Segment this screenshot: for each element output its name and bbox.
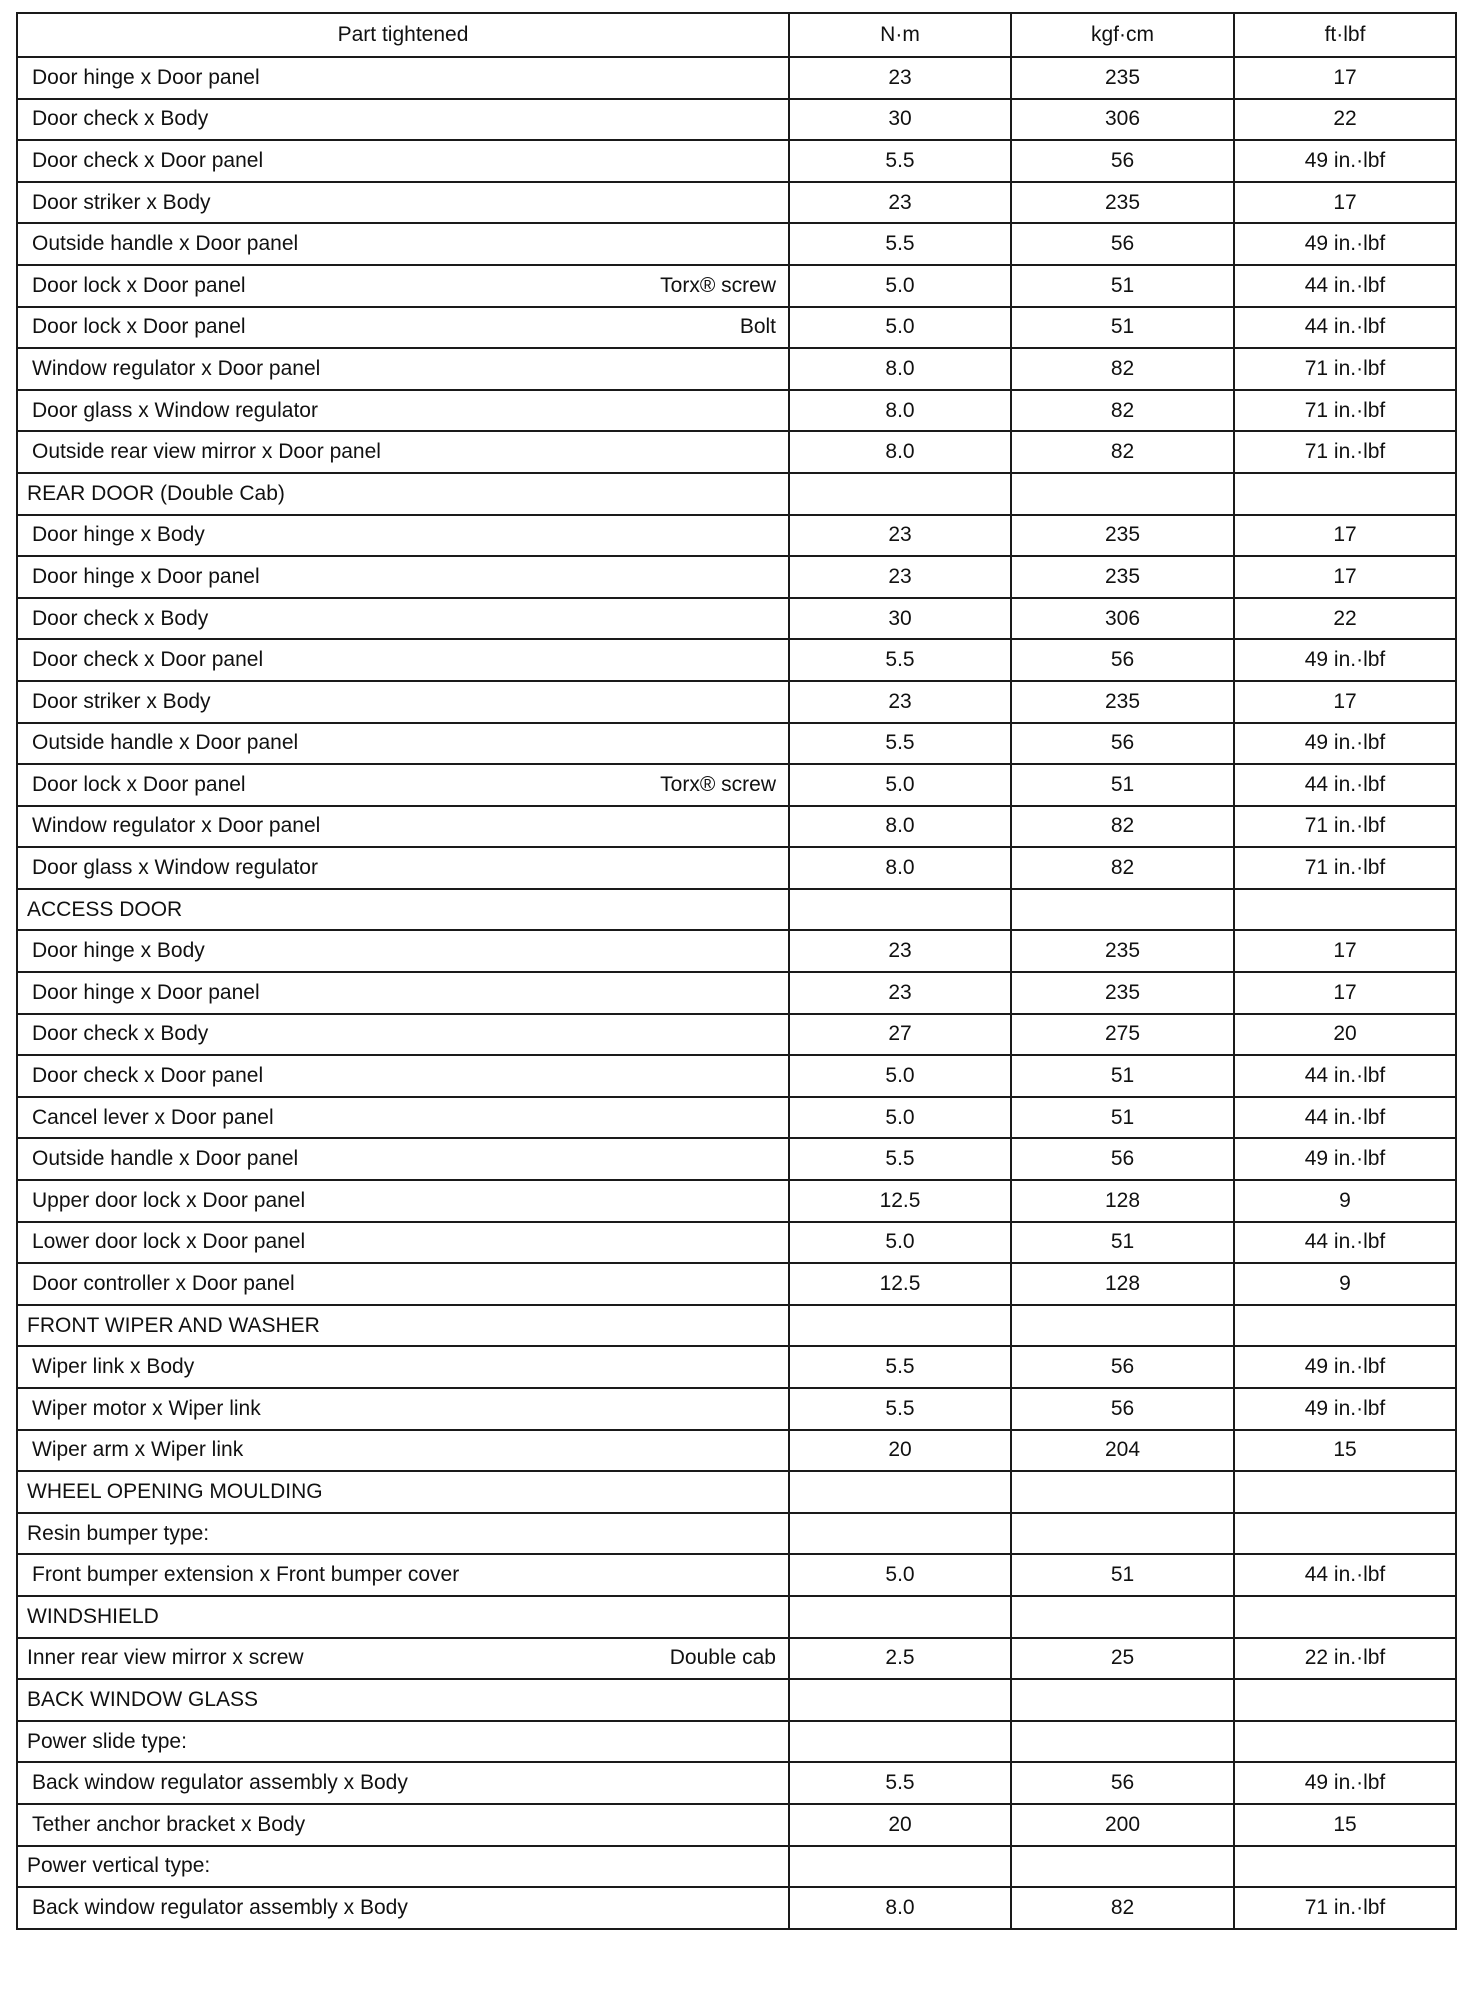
kgf-value: 235 bbox=[1011, 556, 1234, 598]
kgf-value: 204 bbox=[1011, 1430, 1234, 1472]
table-row bbox=[17, 681, 1456, 723]
part-cell bbox=[17, 1471, 789, 1513]
nm-value: 5.5 bbox=[789, 723, 1011, 765]
kgf-value: 235 bbox=[1011, 972, 1234, 1014]
kgf-value: 56 bbox=[1011, 1346, 1234, 1388]
nm-value: 5.0 bbox=[789, 1222, 1011, 1264]
ft-lbf-value: 15 bbox=[1234, 1430, 1456, 1472]
part-cell bbox=[17, 1430, 789, 1472]
ft-lbf-value: 22 in.·lbf bbox=[1234, 1638, 1456, 1680]
part-cell bbox=[17, 972, 789, 1014]
nm-value: 5.0 bbox=[789, 307, 1011, 349]
ft-lbf-value: 22 bbox=[1234, 99, 1456, 141]
ft-lbf-value: 71 in.·lbf bbox=[1234, 847, 1456, 889]
kgf-value bbox=[1011, 473, 1234, 515]
kgf-value: 82 bbox=[1011, 348, 1234, 390]
part-name: Door hinge x Body bbox=[32, 523, 205, 547]
ft-lbf-value: 17 bbox=[1234, 556, 1456, 598]
ft-lbf-value: 20 bbox=[1234, 1014, 1456, 1056]
part-note: Double cab bbox=[669, 1646, 776, 1670]
part-cell bbox=[17, 1846, 789, 1888]
nm-value bbox=[789, 1513, 1011, 1555]
ft-lbf-value: 71 in.·lbf bbox=[1234, 806, 1456, 848]
table-row bbox=[17, 1430, 1456, 1472]
nm-value bbox=[789, 889, 1011, 931]
nm-value: 23 bbox=[789, 515, 1011, 557]
ft-lbf-value: 17 bbox=[1234, 515, 1456, 557]
table-row bbox=[17, 390, 1456, 432]
table-row bbox=[17, 1638, 1456, 1680]
part-name: Door striker x Body bbox=[32, 689, 211, 713]
ft-lbf-value: 71 in.·lbf bbox=[1234, 390, 1456, 432]
part-name: Door check x Door panel bbox=[32, 1064, 264, 1088]
ft-lbf-value: 49 in.·lbf bbox=[1234, 140, 1456, 182]
ft-lbf-value: 49 in.·lbf bbox=[1234, 639, 1456, 681]
nm-value: 8.0 bbox=[789, 348, 1011, 390]
part-name: Window regulator x Door panel bbox=[32, 356, 321, 380]
part-cell bbox=[17, 1305, 789, 1347]
table-row bbox=[17, 265, 1456, 307]
part-cell bbox=[17, 889, 789, 931]
nm-value: 20 bbox=[789, 1430, 1011, 1472]
ft-lbf-value: 44 in.·lbf bbox=[1234, 307, 1456, 349]
ft-lbf-value: 15 bbox=[1234, 1804, 1456, 1846]
ft-lbf-value: 9 bbox=[1234, 1180, 1456, 1222]
table-row bbox=[17, 515, 1456, 557]
part-cell bbox=[17, 1346, 789, 1388]
part-name: Lower door lock x Door panel bbox=[32, 1230, 306, 1254]
part-name: Wiper motor x Wiper link bbox=[32, 1396, 261, 1420]
kgf-value: 56 bbox=[1011, 1138, 1234, 1180]
part-cell bbox=[17, 1721, 789, 1763]
table-header-row bbox=[17, 13, 1456, 57]
kgf-value: 56 bbox=[1011, 1388, 1234, 1430]
kgf-value: 235 bbox=[1011, 515, 1234, 557]
part-name: Cancel lever x Door panel bbox=[32, 1105, 274, 1129]
part-cell bbox=[17, 556, 789, 598]
part-cell bbox=[17, 1804, 789, 1846]
part-name: Power vertical type: bbox=[27, 1854, 211, 1878]
table-row bbox=[17, 1055, 1456, 1097]
table-row bbox=[17, 1263, 1456, 1305]
section-title: WHEEL OPENING MOULDING bbox=[27, 1479, 323, 1503]
table-row bbox=[17, 1846, 1456, 1888]
part-cell bbox=[17, 1887, 789, 1929]
nm-value: 8.0 bbox=[789, 806, 1011, 848]
ft-lbf-value bbox=[1234, 889, 1456, 931]
table-row bbox=[17, 972, 1456, 1014]
table-row bbox=[17, 1014, 1456, 1056]
kgf-value: 306 bbox=[1011, 598, 1234, 640]
ft-lbf-value: 9 bbox=[1234, 1263, 1456, 1305]
kgf-value bbox=[1011, 1305, 1234, 1347]
part-cell bbox=[17, 806, 789, 848]
header-ft-lbf: ft·lbf bbox=[1234, 13, 1456, 57]
kgf-value: 56 bbox=[1011, 639, 1234, 681]
torque-spec-page bbox=[16, 12, 1456, 1930]
ft-lbf-value: 49 in.·lbf bbox=[1234, 1138, 1456, 1180]
kgf-value: 235 bbox=[1011, 182, 1234, 224]
nm-value bbox=[789, 1846, 1011, 1888]
kgf-value: 82 bbox=[1011, 1887, 1234, 1929]
table-row bbox=[17, 598, 1456, 640]
table-row bbox=[17, 847, 1456, 889]
kgf-value bbox=[1011, 1721, 1234, 1763]
part-name: Door check x Body bbox=[32, 1022, 209, 1046]
nm-value bbox=[789, 1679, 1011, 1721]
table-row bbox=[17, 930, 1456, 972]
kgf-value: 128 bbox=[1011, 1180, 1234, 1222]
nm-value: 5.5 bbox=[789, 1346, 1011, 1388]
nm-value: 5.5 bbox=[789, 140, 1011, 182]
part-name: Back window regulator assembly x Body bbox=[32, 1771, 408, 1795]
nm-value: 5.5 bbox=[789, 1388, 1011, 1430]
nm-value: 23 bbox=[789, 57, 1011, 99]
ft-lbf-value: 17 bbox=[1234, 57, 1456, 99]
part-name: Door check x Door panel bbox=[32, 148, 264, 172]
kgf-value: 25 bbox=[1011, 1638, 1234, 1680]
part-name: Door check x Body bbox=[32, 107, 209, 131]
part-cell bbox=[17, 764, 789, 806]
nm-value: 12.5 bbox=[789, 1263, 1011, 1305]
part-cell bbox=[17, 431, 789, 473]
part-name: Wiper link x Body bbox=[32, 1355, 195, 1379]
table-row bbox=[17, 764, 1456, 806]
kgf-value: 51 bbox=[1011, 1222, 1234, 1264]
part-cell bbox=[17, 1679, 789, 1721]
part-name: Outside handle x Door panel bbox=[32, 1147, 299, 1171]
part-name: Door lock x Door panel bbox=[32, 315, 246, 339]
table-row bbox=[17, 556, 1456, 598]
table-row bbox=[17, 723, 1456, 765]
part-note: Torx® screw bbox=[660, 273, 776, 297]
nm-value: 23 bbox=[789, 182, 1011, 224]
nm-value: 30 bbox=[789, 99, 1011, 141]
ft-lbf-value: 71 in.·lbf bbox=[1234, 431, 1456, 473]
part-name: Door hinge x Door panel bbox=[32, 980, 260, 1004]
nm-value: 30 bbox=[789, 598, 1011, 640]
part-name: Power slide type: bbox=[27, 1729, 187, 1753]
ft-lbf-value: 44 in.·lbf bbox=[1234, 1055, 1456, 1097]
ft-lbf-value: 44 in.·lbf bbox=[1234, 265, 1456, 307]
part-name: Outside rear view mirror x Door panel bbox=[32, 440, 381, 464]
part-cell bbox=[17, 1638, 789, 1680]
table-row bbox=[17, 806, 1456, 848]
kgf-value: 82 bbox=[1011, 806, 1234, 848]
nm-value bbox=[789, 1305, 1011, 1347]
kgf-value: 51 bbox=[1011, 1097, 1234, 1139]
nm-value: 5.0 bbox=[789, 1554, 1011, 1596]
section-title: REAR DOOR (Double Cab) bbox=[27, 481, 285, 505]
part-name: Door striker x Body bbox=[32, 190, 211, 214]
nm-value: 5.5 bbox=[789, 1138, 1011, 1180]
kgf-value: 56 bbox=[1011, 1762, 1234, 1804]
part-cell bbox=[17, 1554, 789, 1596]
table-row bbox=[17, 639, 1456, 681]
part-cell bbox=[17, 1513, 789, 1555]
nm-value bbox=[789, 1596, 1011, 1638]
part-name: Front bumper extension x Front bumper cover bbox=[32, 1563, 460, 1587]
nm-value: 23 bbox=[789, 681, 1011, 723]
ft-lbf-value: 44 in.·lbf bbox=[1234, 1222, 1456, 1264]
ft-lbf-value: 44 in.·lbf bbox=[1234, 764, 1456, 806]
part-name: Tether anchor bracket x Body bbox=[32, 1812, 306, 1836]
nm-value: 8.0 bbox=[789, 847, 1011, 889]
ft-lbf-value bbox=[1234, 1721, 1456, 1763]
part-name: Upper door lock x Door panel bbox=[32, 1188, 306, 1212]
part-cell bbox=[17, 1014, 789, 1056]
part-cell bbox=[17, 1263, 789, 1305]
kgf-value: 235 bbox=[1011, 57, 1234, 99]
part-cell bbox=[17, 1222, 789, 1264]
part-name: Wiper arm x Wiper link bbox=[32, 1438, 244, 1462]
kgf-value: 82 bbox=[1011, 847, 1234, 889]
ft-lbf-value: 17 bbox=[1234, 182, 1456, 224]
part-cell bbox=[17, 1138, 789, 1180]
table-row bbox=[17, 57, 1456, 99]
part-name: Inner rear view mirror x screw bbox=[27, 1646, 304, 1670]
part-name: Resin bumper type: bbox=[27, 1521, 210, 1545]
part-cell bbox=[17, 847, 789, 889]
table-row bbox=[17, 1097, 1456, 1139]
table-row bbox=[17, 307, 1456, 349]
part-cell bbox=[17, 140, 789, 182]
section-title: BACK WINDOW GLASS bbox=[27, 1687, 259, 1711]
part-cell bbox=[17, 598, 789, 640]
ft-lbf-value: 17 bbox=[1234, 681, 1456, 723]
kgf-value: 51 bbox=[1011, 1554, 1234, 1596]
table-section-row bbox=[17, 473, 1456, 515]
part-name: Outside handle x Door panel bbox=[32, 232, 299, 256]
ft-lbf-value bbox=[1234, 1846, 1456, 1888]
table-section-row bbox=[17, 1471, 1456, 1513]
nm-value: 27 bbox=[789, 1014, 1011, 1056]
part-cell bbox=[17, 723, 789, 765]
nm-value: 23 bbox=[789, 556, 1011, 598]
kgf-value: 51 bbox=[1011, 764, 1234, 806]
kgf-value: 56 bbox=[1011, 140, 1234, 182]
part-cell bbox=[17, 1388, 789, 1430]
part-name: Back window regulator assembly x Body bbox=[32, 1895, 408, 1919]
nm-value: 2.5 bbox=[789, 1638, 1011, 1680]
table-row bbox=[17, 1180, 1456, 1222]
ft-lbf-value bbox=[1234, 1305, 1456, 1347]
kgf-value: 51 bbox=[1011, 265, 1234, 307]
part-name: Door glass x Window regulator bbox=[32, 856, 318, 880]
nm-value: 12.5 bbox=[789, 1180, 1011, 1222]
table-row bbox=[17, 182, 1456, 224]
section-title: FRONT WIPER AND WASHER bbox=[27, 1313, 320, 1337]
part-name: Door check x Body bbox=[32, 606, 209, 630]
nm-value: 5.5 bbox=[789, 223, 1011, 265]
ft-lbf-value bbox=[1234, 1471, 1456, 1513]
ft-lbf-value: 17 bbox=[1234, 930, 1456, 972]
part-cell bbox=[17, 265, 789, 307]
part-cell bbox=[17, 348, 789, 390]
ft-lbf-value: 71 in.·lbf bbox=[1234, 348, 1456, 390]
nm-value: 5.0 bbox=[789, 1097, 1011, 1139]
part-cell bbox=[17, 99, 789, 141]
table-row bbox=[17, 223, 1456, 265]
part-cell bbox=[17, 1180, 789, 1222]
part-cell bbox=[17, 1762, 789, 1804]
nm-value: 23 bbox=[789, 930, 1011, 972]
table-row bbox=[17, 99, 1456, 141]
part-cell bbox=[17, 182, 789, 224]
table-row bbox=[17, 1804, 1456, 1846]
nm-value: 5.5 bbox=[789, 639, 1011, 681]
kgf-value bbox=[1011, 1679, 1234, 1721]
kgf-value: 200 bbox=[1011, 1804, 1234, 1846]
table-row bbox=[17, 348, 1456, 390]
part-cell bbox=[17, 390, 789, 432]
part-note: Torx® screw bbox=[660, 772, 776, 796]
nm-value: 8.0 bbox=[789, 1887, 1011, 1929]
kgf-value bbox=[1011, 1471, 1234, 1513]
part-cell bbox=[17, 223, 789, 265]
table-section-row bbox=[17, 1679, 1456, 1721]
table-row bbox=[17, 431, 1456, 473]
kgf-value: 82 bbox=[1011, 431, 1234, 473]
ft-lbf-value bbox=[1234, 1513, 1456, 1555]
table-section-row bbox=[17, 1305, 1456, 1347]
table-row bbox=[17, 1346, 1456, 1388]
table-row bbox=[17, 1554, 1456, 1596]
part-cell bbox=[17, 681, 789, 723]
part-cell bbox=[17, 57, 789, 99]
part-name: Door hinge x Door panel bbox=[32, 65, 260, 89]
nm-value bbox=[789, 473, 1011, 515]
nm-value: 5.0 bbox=[789, 764, 1011, 806]
part-cell bbox=[17, 473, 789, 515]
part-cell bbox=[17, 639, 789, 681]
header-part-tightened: Part tightened bbox=[17, 13, 789, 57]
nm-value: 5.0 bbox=[789, 1055, 1011, 1097]
kgf-value: 56 bbox=[1011, 723, 1234, 765]
kgf-value: 235 bbox=[1011, 681, 1234, 723]
table-row bbox=[17, 1388, 1456, 1430]
part-cell bbox=[17, 307, 789, 349]
kgf-value: 306 bbox=[1011, 99, 1234, 141]
part-cell bbox=[17, 515, 789, 557]
ft-lbf-value bbox=[1234, 473, 1456, 515]
table-section-row bbox=[17, 1596, 1456, 1638]
ft-lbf-value: 49 in.·lbf bbox=[1234, 723, 1456, 765]
nm-value: 5.5 bbox=[789, 1762, 1011, 1804]
part-name: Door check x Door panel bbox=[32, 648, 264, 672]
nm-value: 20 bbox=[789, 1804, 1011, 1846]
header-newton-meter: N·m bbox=[789, 13, 1011, 57]
nm-value bbox=[789, 1471, 1011, 1513]
table-row bbox=[17, 140, 1456, 182]
kgf-value bbox=[1011, 1513, 1234, 1555]
part-note: Bolt bbox=[739, 315, 776, 339]
nm-value bbox=[789, 1721, 1011, 1763]
ft-lbf-value: 49 in.·lbf bbox=[1234, 1762, 1456, 1804]
section-title: ACCESS DOOR bbox=[27, 897, 183, 921]
part-name: Door lock x Door panel bbox=[32, 273, 246, 297]
table-row bbox=[17, 1138, 1456, 1180]
nm-value: 8.0 bbox=[789, 431, 1011, 473]
kgf-value bbox=[1011, 1846, 1234, 1888]
part-name: Outside handle x Door panel bbox=[32, 731, 299, 755]
kgf-value: 51 bbox=[1011, 307, 1234, 349]
ft-lbf-value: 17 bbox=[1234, 972, 1456, 1014]
table-section-row bbox=[17, 889, 1456, 931]
ft-lbf-value: 44 in.·lbf bbox=[1234, 1554, 1456, 1596]
kgf-value bbox=[1011, 889, 1234, 931]
part-cell bbox=[17, 1097, 789, 1139]
ft-lbf-value: 44 in.·lbf bbox=[1234, 1097, 1456, 1139]
kgf-value: 275 bbox=[1011, 1014, 1234, 1056]
ft-lbf-value bbox=[1234, 1679, 1456, 1721]
ft-lbf-value: 22 bbox=[1234, 598, 1456, 640]
ft-lbf-value: 49 in.·lbf bbox=[1234, 223, 1456, 265]
table-row bbox=[17, 1513, 1456, 1555]
ft-lbf-value: 49 in.·lbf bbox=[1234, 1346, 1456, 1388]
part-name: Door hinge x Body bbox=[32, 939, 205, 963]
table-row bbox=[17, 1762, 1456, 1804]
part-name: Door glass x Window regulator bbox=[32, 398, 318, 422]
ft-lbf-value bbox=[1234, 1596, 1456, 1638]
part-name: Door lock x Door panel bbox=[32, 772, 246, 796]
part-name: Door hinge x Door panel bbox=[32, 564, 260, 588]
header-kgf-cm: kgf·cm bbox=[1011, 13, 1234, 57]
section-title: WINDSHIELD bbox=[27, 1604, 159, 1628]
part-cell bbox=[17, 1596, 789, 1638]
table-row bbox=[17, 1222, 1456, 1264]
table-row bbox=[17, 1887, 1456, 1929]
kgf-value bbox=[1011, 1596, 1234, 1638]
kgf-value: 235 bbox=[1011, 930, 1234, 972]
part-name: Window regulator x Door panel bbox=[32, 814, 321, 838]
table-row bbox=[17, 1721, 1456, 1763]
torque-spec-table bbox=[16, 12, 1457, 1930]
kgf-value: 56 bbox=[1011, 223, 1234, 265]
kgf-value: 82 bbox=[1011, 390, 1234, 432]
nm-value: 23 bbox=[789, 972, 1011, 1014]
part-name: Door controller x Door panel bbox=[32, 1272, 295, 1296]
nm-value: 5.0 bbox=[789, 265, 1011, 307]
kgf-value: 51 bbox=[1011, 1055, 1234, 1097]
part-cell bbox=[17, 930, 789, 972]
ft-lbf-value: 49 in.·lbf bbox=[1234, 1388, 1456, 1430]
nm-value: 8.0 bbox=[789, 390, 1011, 432]
part-cell bbox=[17, 1055, 789, 1097]
ft-lbf-value: 71 in.·lbf bbox=[1234, 1887, 1456, 1929]
table-body bbox=[17, 57, 1456, 1929]
kgf-value: 128 bbox=[1011, 1263, 1234, 1305]
